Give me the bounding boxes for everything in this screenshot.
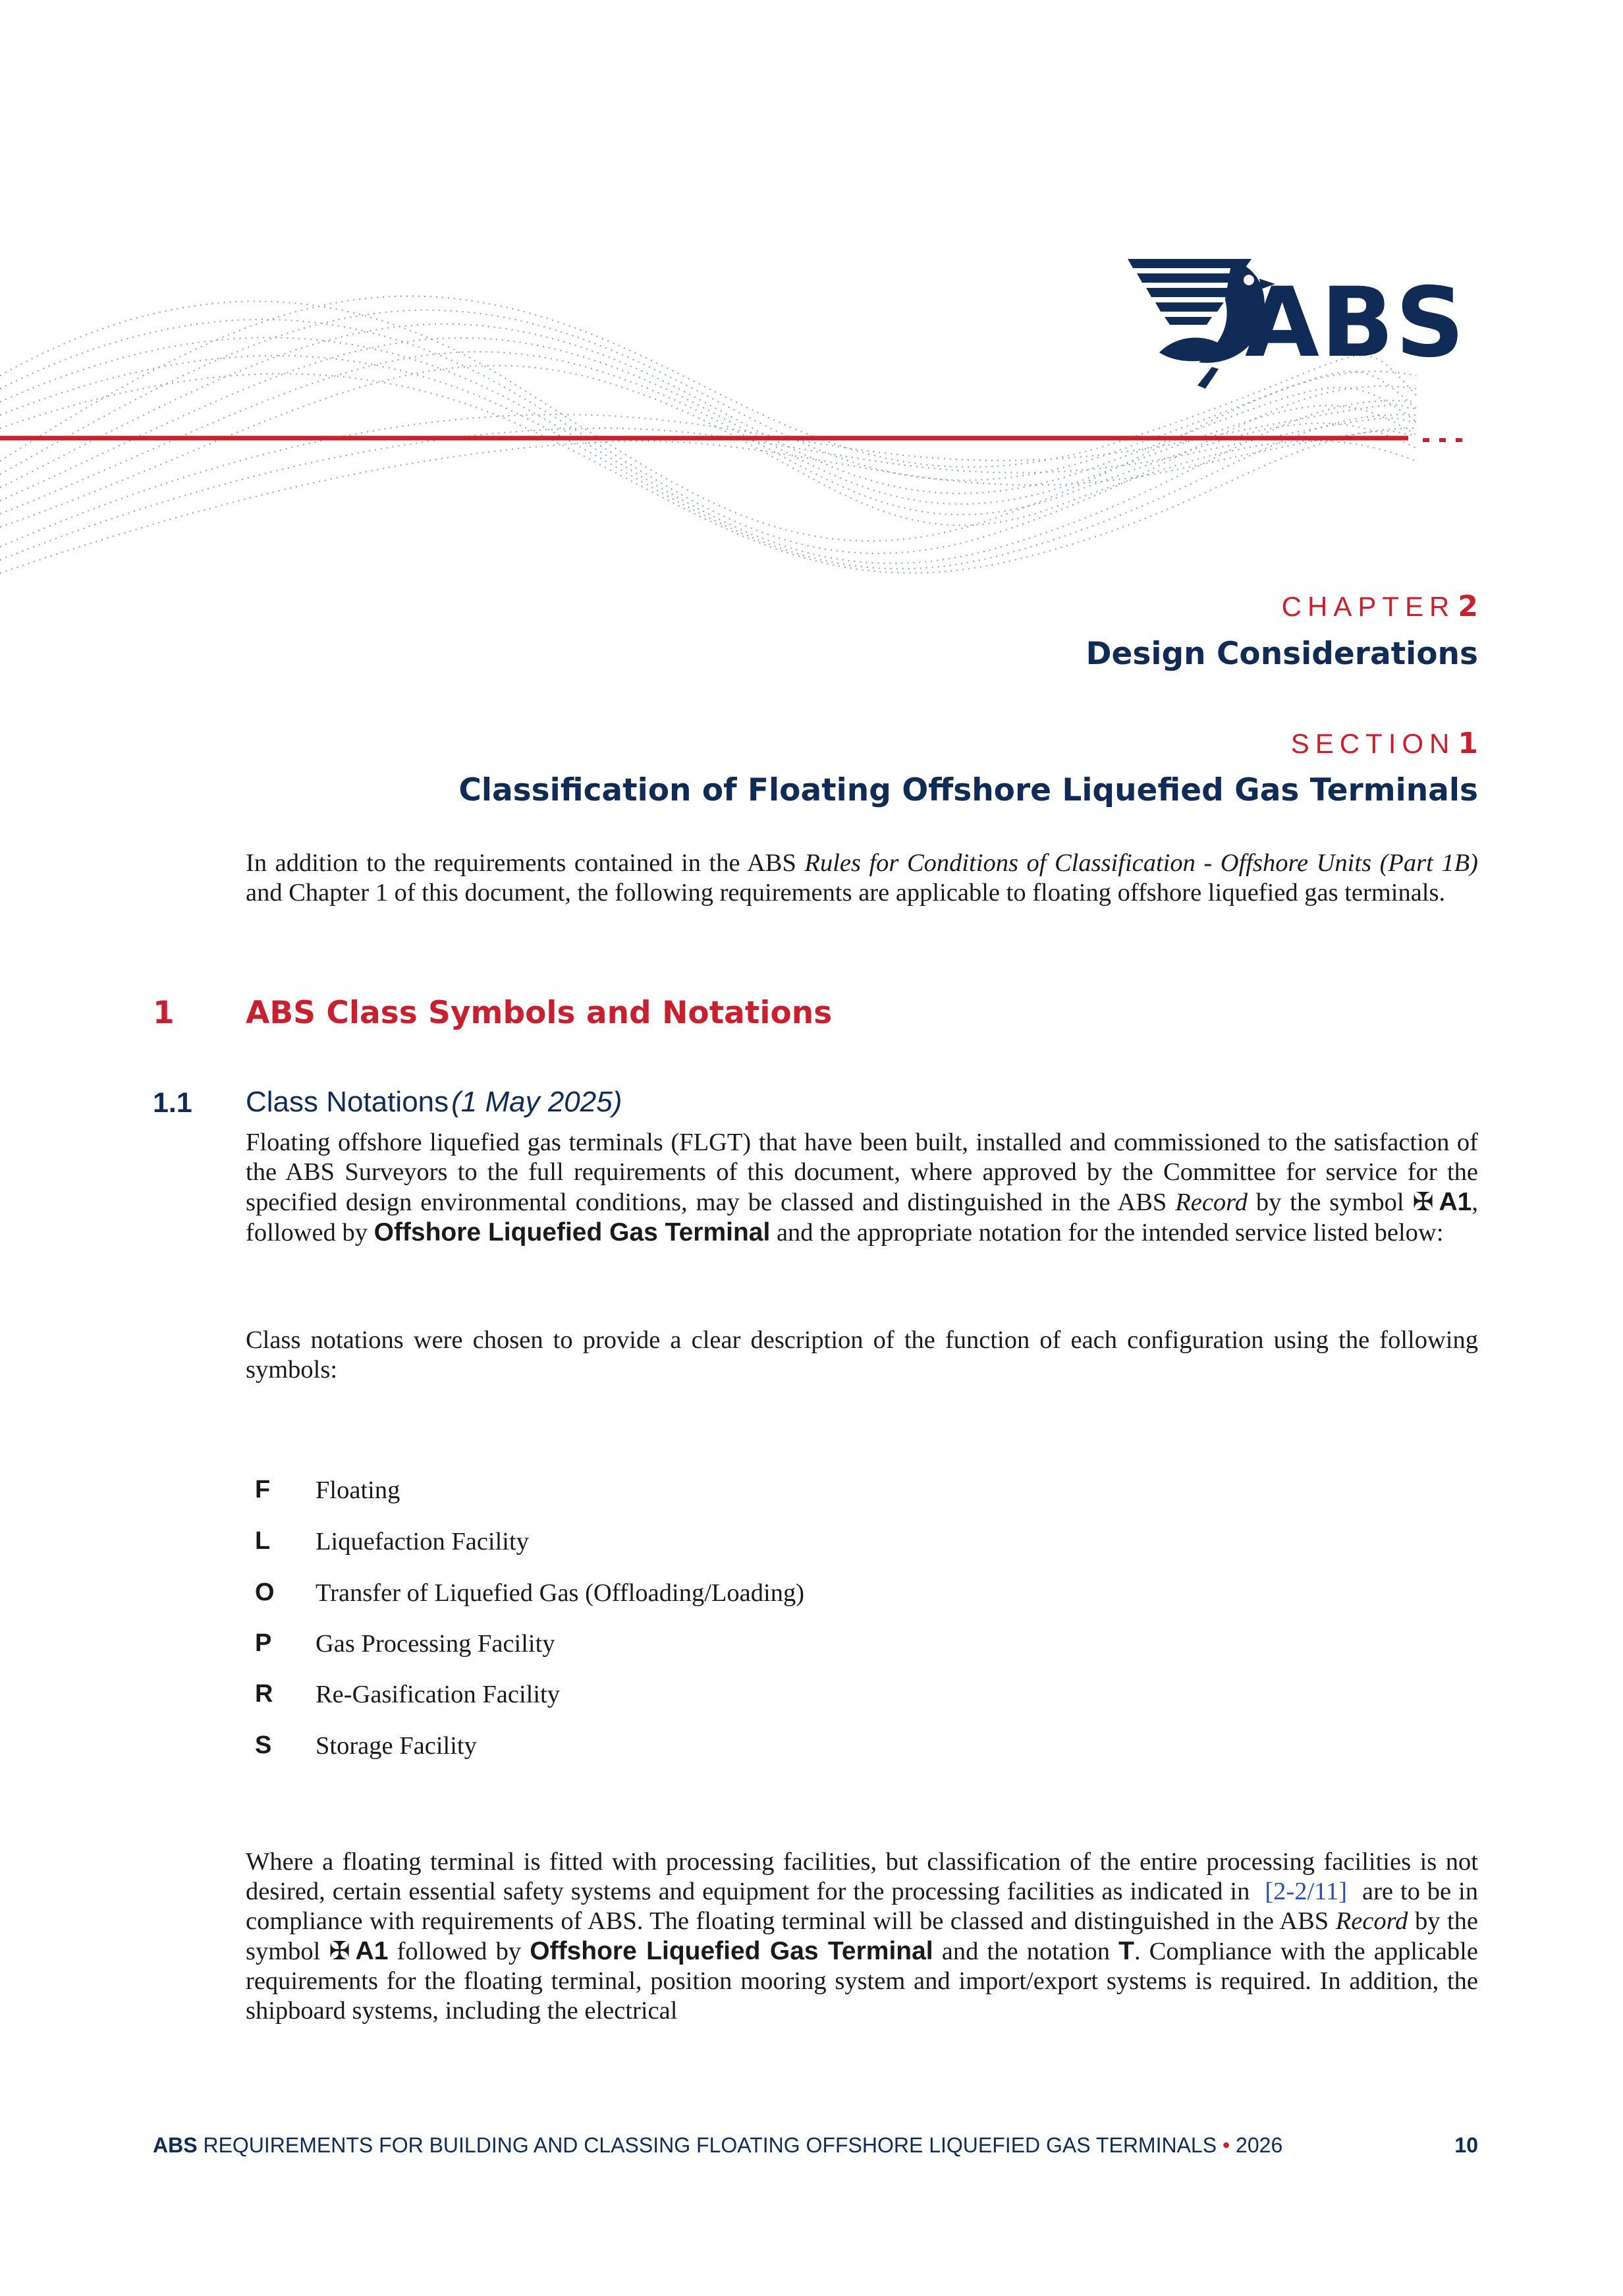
record-italic: Record [1335,1907,1408,1935]
maltese-cross-icon: ✠ [1412,1187,1434,1217]
chapter-number: 2 [1458,590,1478,623]
symbols-intro-paragraph: Class notations were chosen to provide a clear description of the function of each configuration using the following symbols: [246,1326,1478,1384]
footer-year: 2026 [1236,2133,1283,2157]
symbol-letter: F [255,1476,271,1503]
section-label: SECTION [1290,728,1456,759]
symbol-description: Re-Gasification Facility [316,1681,560,1708]
symbol-description: Transfer of Liquefied Gas (Offloading/Loading) [316,1579,805,1607]
intro-text-1: In addition to the requirements contained in the ABS [246,849,805,877]
footer-doc-title: REQUIREMENTS FOR BUILDING AND CLASSING FLOATING OFFSHORE LIQUEFIED GAS TERMINALS [203,2133,1217,2157]
processing-facilities-paragraph: Where a floating terminal is fitted with processing facilities, but classification of the entire processing facilities is not desired, certain essential safety systems and equipment for the processing facilities as indicated in [2-2/11] are to be in compliance with requirements of ABS. The floating terminal will be classed and distinguished in the ABS Record by the symbol ✠ A1 followed by Offshore Liquefied Gas Terminal and the notation T. Compliance with the applicable requirements for the floating terminal, position mooring system and import/export systems is required. In addition, the shipboard systems, including the electrical [246,1848,1478,2025]
symbol-description: Floating [316,1476,400,1504]
section-title: Classification of Floating Offshore Liquefied Gas Terminals [458,772,1478,808]
symbol-letter: O [255,1579,275,1606]
a1-symbol: A1 [355,1937,389,1965]
chapter-title: Design Considerations [1086,636,1478,672]
section-heading [1291,727,1478,760]
symbol-description: Storage Facility [316,1732,477,1760]
maltese-cross-icon: ✠ [329,1936,350,1966]
heading-1-1-number: 1.1 [153,1087,192,1119]
heading-1-number: 1 [153,995,175,1031]
heading-1-1-date: (1 May 2025) [451,1086,622,1118]
a1-symbol: A1 [1439,1188,1472,1216]
symbol-description: Gas Processing Facility [316,1630,555,1658]
cross-reference-link[interactable]: [2-2/11] [1265,1878,1348,1905]
rules-reference: Rules for Conditions of Classification - Offshore Units (Part 1B) [804,849,1478,877]
chapter-heading [1282,590,1478,623]
notation-olgt: Offshore Liquefied Gas Terminal [530,1937,933,1965]
chapter-label: CHAPTER [1281,591,1456,622]
symbol-description: Liquefaction Facility [316,1528,529,1555]
heading-1-1-title: Class Notations [246,1086,449,1118]
heading-1-1 [246,1086,622,1119]
intro-text-2: and Chapter 1 of this document, the following requirements are applicable to floating offshore liquefied gas terminals. [246,879,1446,907]
intro-paragraph [246,849,1478,908]
symbol-letter: S [255,1731,272,1759]
heading-1-title: ABS Class Symbols and Notations [246,995,833,1031]
notation-t: T [1118,1937,1134,1965]
footer-brand: ABS [153,2133,198,2157]
notation-olgt: Offshore Liquefied Gas Terminal [373,1218,771,1246]
symbol-letter: L [255,1527,271,1555]
footer-title [153,2133,1286,2158]
symbol-letter: R [255,1680,273,1708]
section-number: 1 [1458,727,1478,760]
abs-logo-text: ABS [1245,267,1466,379]
symbol-letter: P [255,1629,272,1657]
page-number: 10 [1454,2133,1478,2157]
record-italic: Record [1175,1189,1248,1216]
class-notations-paragraph: Floating offshore liquefied gas terminals (FLGT) that have been built, installed and commissioned to the satisfaction of the ABS Surveyors to the full requirements of this document, where approved by the Committee for service for the specified design environmental conditions, may be classed and distinguished in the ABS Record by the symbol ✠ A1, followed by Offshore Liquefied Gas Terminal and the appropriate notation for the intended service listed below: [246,1129,1478,1246]
footer-bullet: • [1222,2133,1230,2157]
